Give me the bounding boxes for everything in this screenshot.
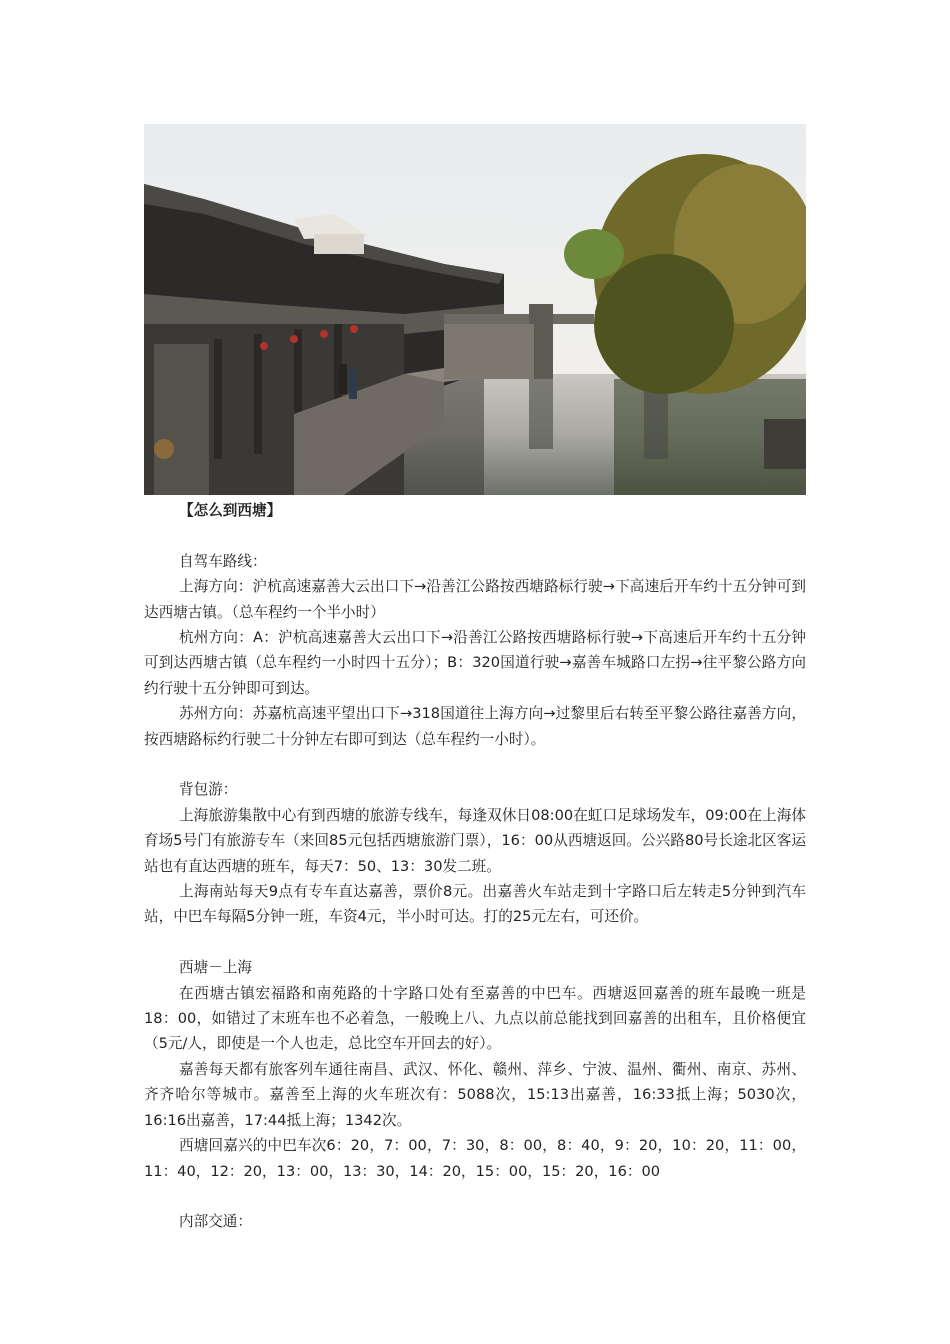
spacer (144, 752, 806, 777)
return-heading: 西塘－上海 (179, 959, 252, 977)
spacer (144, 523, 806, 548)
route-hangzhou: 杭州方向：A：沪杭高速嘉善大云出口下→沿善江公路按西塘路标行驶→下高速后开车约十五分钟可到达西塘古镇（总车程约一小时四十五分）；B：320国道行驶→嘉善车城路口左拐→往平黎公路方向约行驶十五分钟即可到达。 (144, 629, 806, 697)
internal-heading: 内部交通： (179, 1213, 252, 1231)
backpack-paragraph-1: 上海旅游集散中心有到西塘的旅游专线车，每逢双休日08:00在虹口足球场发车，09:00在上海体育场5号门有旅游专车（来回85元包括西塘旅游门票），16：00从西塘返回。公兴路80号长途北区客运站也有直达西塘的班车，每天7：50、13：30发二班。 (144, 806, 806, 875)
backpack-paragraph-2: 上海南站每天9点有专车直达嘉善，票价8元。出嘉善火车站走到十字路口后左转走5分钟到汽车站，中巴车每隔5分钟一班，车资4元，半小时可达。打的25元左右，可还价。 (144, 883, 806, 926)
xitang-canal-photo (144, 124, 806, 495)
spacer (144, 930, 806, 955)
route-suzhou: 苏州方向：苏嘉杭高速平望出口下→318国道往上海方向→过黎里后右转至平黎公路往嘉善方向，按西塘路标约行驶二十分钟左右即可到达（总车程约一小时）。 (144, 705, 806, 748)
return-paragraph-1: 在西塘古镇宏福路和南苑路的十字路口处有至嘉善的中巴车。西塘返回嘉善的班车最晚一班是18：00，如错过了末班车也不必着急，一般晚上八、九点以前总能找到回嘉善的出租车，且价格便宜（5元/人，即使是一个人也走，总比空车开回去的好）。 (144, 984, 806, 1053)
return-paragraph-2: 嘉善每天都有旅客列车通往南昌、武汉、怀化、赣州、萍乡、宁波、温州、衢州、南京、苏州、齐齐哈尔等城市。嘉善至上海的火车班次有：5088次，15:13出嘉善，16:33抵上海；5030次，16:16出嘉善，17:44抵上海；1342次。 (144, 1060, 806, 1129)
self-drive-heading: 自驾车路线： (179, 552, 267, 570)
return-paragraph-3: 西塘回嘉兴的中巴车次6：20，7：00，7：30，8：00，8：40，9：20，10：20，11：00，11：40，12：20，13：00，13：30，14：20，15：00，15：20，16：00 (144, 1137, 806, 1180)
backpack-heading: 背包游： (179, 781, 238, 799)
spacer (144, 1184, 806, 1209)
route-shanghai: 上海方向：沪杭高速嘉善大云出口下→沿善江公路按西塘路标行驶→下高速后开车约十五分钟可到达西塘古镇。（总车程约一个半小时） (144, 578, 806, 621)
section-title: 【怎么到西塘】 (179, 502, 282, 519)
document-body (144, 498, 806, 1235)
